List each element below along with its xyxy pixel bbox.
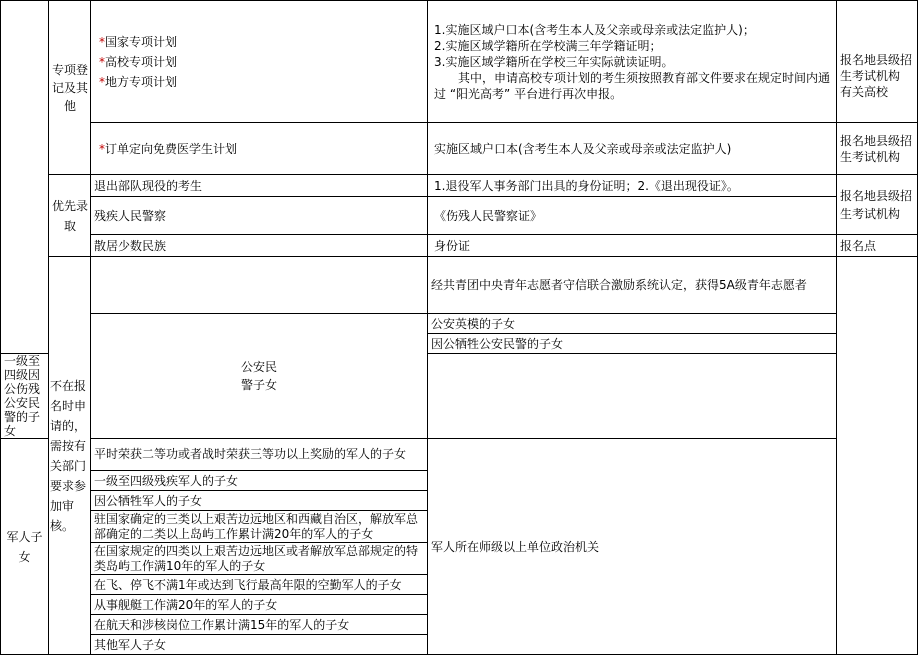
military-category — [1, 439, 49, 655]
program-item: *高校专项计划 — [99, 54, 178, 69]
special-programs-cell — [91, 1, 428, 123]
priority-material: 1.退役军人事务部门出具的身份证明；2.《退出现役证》。 — [434, 178, 739, 193]
priority-material-cell — [428, 235, 837, 257]
military-item-cell — [91, 439, 428, 471]
military-item: 在国家规定的四类以上艰苦边远地区或者解放军总部规定的特类岛屿工作满10年的军人的子女 — [94, 543, 419, 573]
program-item: *国家专项计划 — [99, 34, 178, 49]
medical-material: 实施区域户口本(含考生本人及父亲或母亲或法定监护人) — [434, 141, 732, 156]
medical-office: 报名地县级招生考试机构 — [840, 133, 913, 164]
priority-row — [1, 197, 918, 235]
military-item-cell — [91, 575, 428, 595]
material-line: 2.实施区域学籍所在学校满三年学籍证明； — [434, 38, 662, 53]
military-item: 驻国家确定的三类以上艰苦边远地区和西藏自治区，解放军总部确定的二类以上岛屿工作累计满20年的军人的子女 — [94, 511, 419, 541]
volunteer-row — [1, 257, 918, 314]
police-item-cell — [428, 314, 837, 334]
priority-office2-cell — [837, 235, 918, 257]
priority-category — [49, 175, 91, 257]
priority-item: 残疾人民警察 — [94, 208, 167, 223]
military-item-cell — [91, 615, 428, 635]
military-office-cell — [428, 439, 837, 655]
police-item: 一级至四级因公伤残公安民警的子女 — [4, 354, 41, 438]
later-category: 不在报名时申请的，需按有关部门要求参加审核。 — [50, 378, 87, 533]
police-row — [1, 314, 918, 334]
special-office: 报名地县级招生考试机构 有关高校 — [840, 52, 913, 99]
military-item-cell — [91, 595, 428, 615]
police-item: 因公牺牲公安民警的子女 — [431, 336, 564, 351]
material-line: 3.实施区域学籍所在学校三年实际就读证明。 — [434, 54, 674, 69]
medical-row — [1, 123, 918, 175]
special-materials-cell — [428, 1, 837, 123]
military-item: 在航天和涉核岗位工作累计满15年的军人的子女 — [94, 617, 350, 632]
military-item-cell — [91, 543, 428, 575]
volunteer-blank-cell — [91, 257, 428, 314]
special-office-cell — [837, 1, 918, 123]
priority-item: 散居少数民族 — [94, 238, 167, 253]
military-item-cell — [91, 511, 428, 543]
military-item-cell — [91, 635, 428, 655]
priority-row — [1, 175, 918, 197]
priority-office-cell — [837, 175, 918, 235]
military-item: 从事舰艇工作满20年的军人的子女 — [94, 597, 278, 612]
police-item: 公安英模的子女 — [431, 316, 516, 331]
police-category — [91, 314, 428, 439]
priority-material-cell — [428, 197, 837, 235]
police-category-label: 公安民警子女 — [241, 360, 278, 392]
medical-program-cell: *订单定向免费医学生计划 — [91, 123, 428, 175]
priority-item: 退出部队现役的考生 — [94, 178, 203, 193]
priority-row — [1, 235, 918, 257]
military-row — [1, 439, 918, 471]
military-category-label: 军人子女 — [6, 529, 43, 564]
priority-category-label: 优先录取 — [52, 198, 89, 233]
military-item: 在飞、停飞不满1年或达到飞行最高年限的空勤军人的子女 — [94, 577, 402, 592]
military-item: 其他军人子女 — [94, 637, 167, 652]
medical-material-cell — [428, 123, 837, 175]
priority-office: 报名地县级招生考试机构 — [840, 188, 913, 221]
priority-item-cell — [91, 235, 428, 257]
medical-office-cell — [837, 123, 918, 175]
priority-office2: 报名点 — [840, 238, 877, 253]
priority-item-cell — [91, 197, 428, 235]
volunteer-item: 经共青团中央青年志愿者守信联合激励系统认定，获得5A级青年志愿者 — [431, 277, 807, 292]
material-note: 其中，申请高校专项计划的考生须按照教育部文件要求在规定时间内通过 “阳光高考” 平台进行再次申报。 — [434, 70, 831, 101]
military-item: 因公牺牲军人的子女 — [94, 493, 203, 508]
special-category-label: 专项登记及其他 — [52, 62, 89, 113]
later-category-cell — [49, 257, 91, 655]
special-category — [49, 1, 91, 175]
military-item-cell — [91, 491, 428, 511]
military-item-cell — [91, 471, 428, 491]
military-item: 平时荣获二等功或者战时荣获三等功以上奖励的军人的子女 — [94, 447, 407, 461]
military-office: 军人所在师级以上单位政治机关 — [431, 539, 600, 554]
material-line: 1.实施区域户口本(含考生本人及父亲或母亲或法定监护人)； — [434, 22, 755, 37]
program-item: *地方专项计划 — [99, 74, 178, 89]
military-item: 一级至四级残疾军人的子女 — [94, 473, 239, 488]
later-material-blank-cell — [837, 257, 918, 655]
volunteer-item-cell — [428, 257, 837, 314]
blank-top-left-cell — [1, 1, 49, 354]
special-row — [1, 1, 918, 123]
police-item-cell — [428, 334, 837, 354]
priority-material-cell — [428, 175, 837, 197]
police-item-cell — [1, 354, 49, 439]
priority-item-cell — [91, 175, 428, 197]
medical-program: 订单定向免费医学生计划 — [105, 141, 238, 156]
priority-material: 《伤残人民警察证》 — [434, 208, 543, 223]
priority-material: 身份证 — [434, 238, 471, 253]
